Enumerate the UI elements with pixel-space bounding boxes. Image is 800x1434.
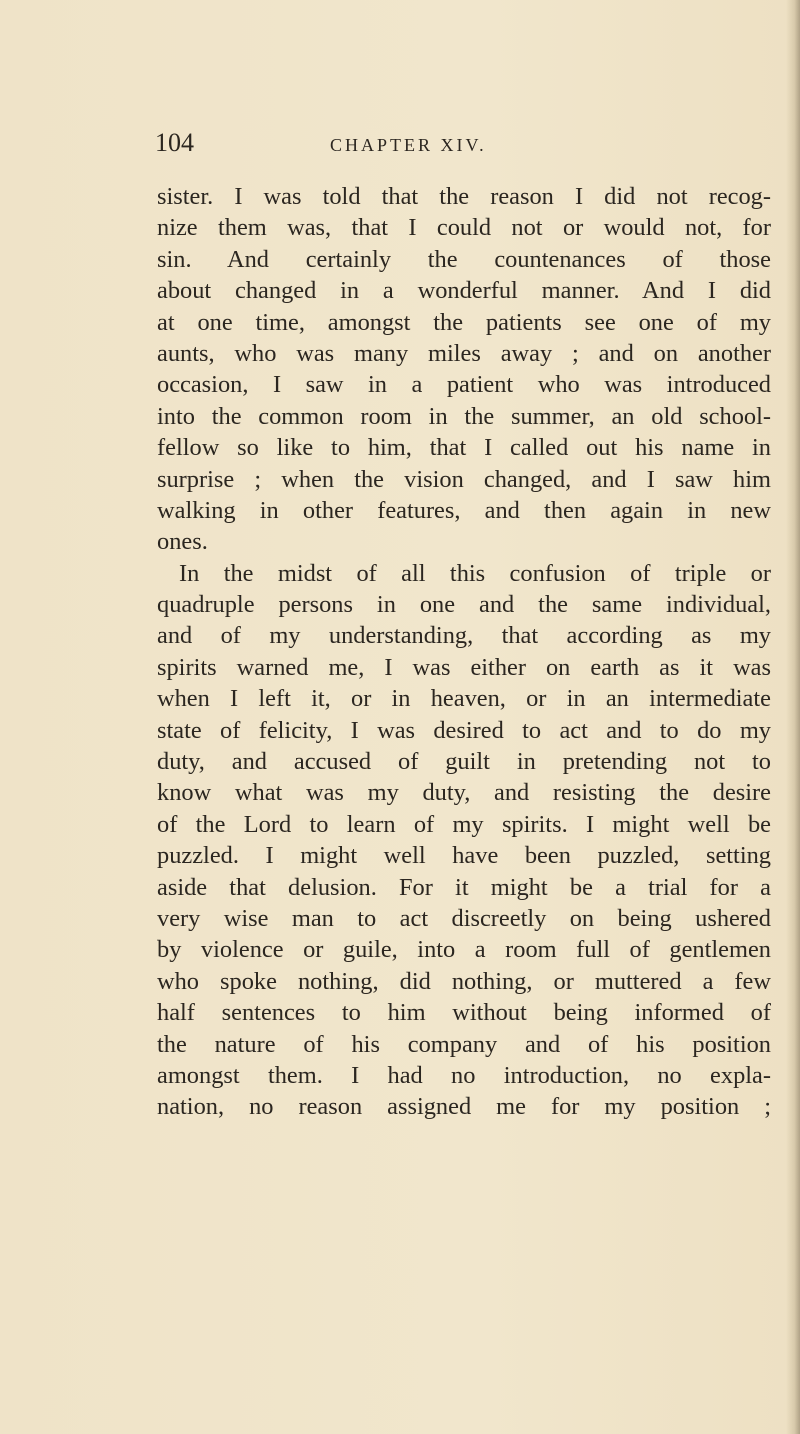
text-line: at one time, amongst the patients see one of my [157,308,771,336]
text-line: duty, and accused of guilt in pretending not to [157,748,771,776]
text-line: know what was my duty, and resisting the desire [157,779,771,807]
text-line: quadruple persons in one and the same individual, [157,591,771,619]
text-line: about changed in a wonderful manner. And I did [157,277,771,305]
text-line: by violence or guile, into a room full of gentlemen [157,936,771,964]
text-line-paragraph-end: ones. [157,528,208,556]
text-line: fellow so like to him, that I called out his name in [157,434,771,462]
text-line: aunts, who was many miles away ; and on another [157,339,771,367]
text-line: puzzled. I might well have been puzzled, setting [157,842,771,870]
page-header [155,128,755,168]
text-line: who spoke nothing, did nothing, or muttered a few [157,967,771,995]
body-text [157,181,771,1123]
page-number: 104 [155,128,194,157]
text-line: sin. And certainly the countenances of those [157,245,771,273]
text-line: occasion, I saw in a patient who was introduced [157,371,771,399]
page-edge-shadow [786,0,800,1434]
text-line: aside that delusion. For it might be a trial for a [157,873,771,901]
text-line: amongst them. I had no introduction, no expla- [157,1061,771,1089]
text-line: very wise man to act discreetly on being ushered [157,904,771,932]
text-line: when I left it, or in heaven, or in an intermediate [157,685,771,713]
text-line: half sentences to him without being informed of [157,999,771,1027]
text-line: state of felicity, I was desired to act and to do my [157,716,771,744]
text-line: surprise ; when the vision changed, and I saw him [157,465,771,493]
text-line: of the Lord to learn of my spirits. I might well be [157,810,771,838]
text-line: nize them was, that I could not or would not, for [157,214,771,242]
text-line: and of my understanding, that according as my [157,622,771,650]
text-line: spirits warned me, I was either on earth as it was [157,653,771,681]
text-line: nation, no reason assigned me for my position ; [157,1093,771,1121]
text-line: walking in other features, and then again in new [157,496,771,524]
running-head: CHAPTER XIV. [330,135,487,155]
text-line: sister. I was told that the reason I did not recog- [157,183,771,210]
text-line: into the common room in the summer, an old school- [157,402,771,430]
text-line: the nature of his company and of his position [157,1030,771,1058]
text-line-paragraph-start: In the midst of all this confusion of triple or [179,559,771,587]
